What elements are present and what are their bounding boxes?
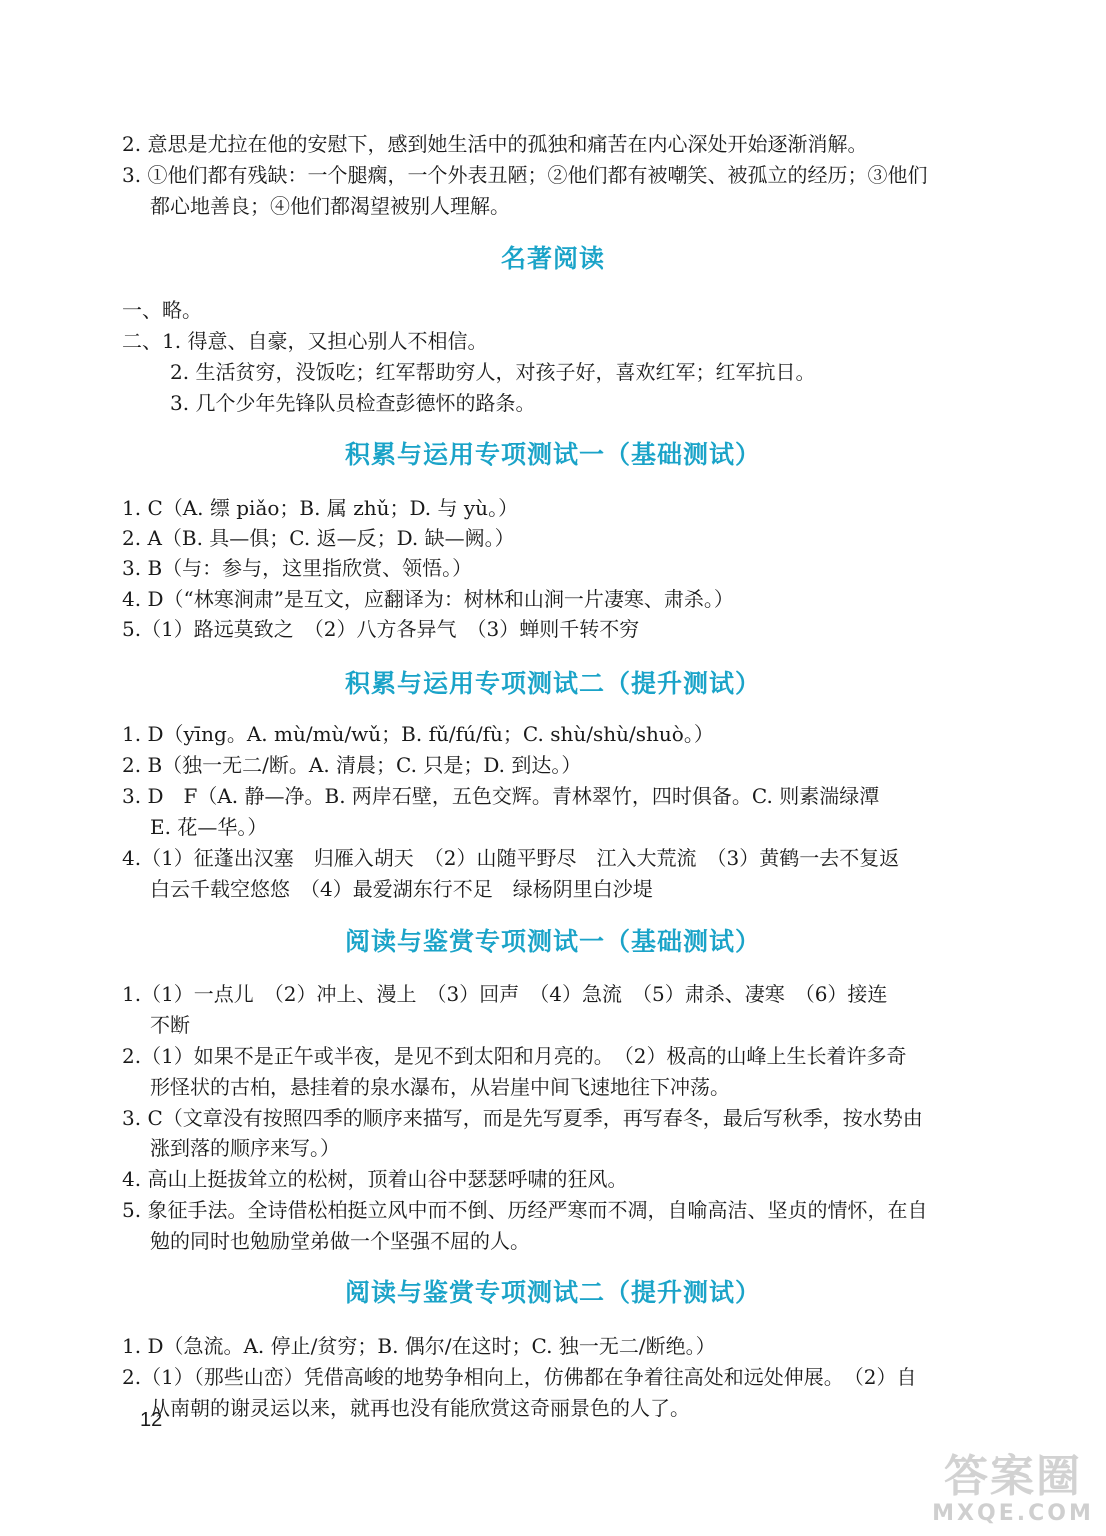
section-heading: 积累与运用专项测试二（提升测试） [344,669,761,698]
answer-line: 一、略。 [122,298,202,322]
watermark-url: MXQE.COM [932,1501,1094,1526]
answer-line: 3. C（文章没有按照四季的顺序来描写，而是先写夏季，再写春冬，最后写秋季，按水势由 [122,1106,923,1130]
watermark-logo [928,1452,1098,1532]
section-heading: 阅读与鉴赏专项测试二（提升测试） [344,1278,761,1307]
watermark-text: 答案圈 [944,1451,1082,1502]
answer-line: 从南朝的谢灵运以来，就再也没有能欣赏这奇丽景色的人了。 [150,1396,690,1420]
answer-line: 2. 意思是尤拉在他的安慰下，感到她生活中的孤独和痛苦在内心深处开始逐渐消解。 [122,132,868,156]
answer-line: 2. 生活贫穷，没饭吃；红军帮助穷人，对孩子好，喜欢红军；红军抗日。 [170,360,816,384]
answer-line: 1. D（急流。A. 停止/贫穷；B. 偶尔/在这时；C. 独一无二/断绝。） [122,1334,716,1358]
answer-line: 涨到落的顺序来写。） [150,1136,340,1160]
answer-line: 3. D F（A. 静—净。B. 两岸石壁，五色交辉。青林翠竹，四时俱备。C. 则素湍绿潭 [122,784,880,808]
answer-line: 二、1. 得意、自豪，又担心别人不相信。 [122,329,488,353]
answer-line: 1.（1）一点儿 （2）冲上、漫上 （3）回声 （4）急流 （5）肃杀、凄寒 （6）接连 [122,982,888,1006]
answer-line: 都心地善良；④他们都渴望被别人理解。 [150,194,510,218]
section-heading: 阅读与鉴赏专项测试一（基础测试） [344,927,761,956]
answer-line: 5. 象征手法。全诗借松柏挺立风中而不倒、历经严寒而不凋，自喻高洁、坚贞的情怀，在自 [122,1198,928,1222]
section-heading: 积累与运用专项测试一（基础测试） [344,440,761,469]
answer-line: 不断 [150,1013,190,1037]
answer-line: 形怪状的古柏，悬挂着的泉水瀑布，从岩崖中间飞速地往下冲荡。 [150,1075,730,1099]
answer-line: 2. A（B. 具—俱；C. 返—反；D. 缺—阙。） [122,526,515,550]
answer-line: 3. 几个少年先锋队员检查彭德怀的路条。 [170,391,536,415]
answer-line: 5.（1）路远莫致之 （2）八方各异气 （3）蝉则千转不穷 [122,617,640,641]
answer-line: 2. B（独一无二/断。A. 清晨；C. 只是；D. 到达。） [122,753,582,777]
answer-line: 4. 高山上挺拔耸立的松树，顶着山谷中瑟瑟呼啸的狂风。 [122,1167,628,1191]
answer-line: 2.（1）（那些山峦）凭借高峻的地势争相向上，仿佛都在争着往高处和远处伸展。 （2）自 [122,1365,917,1389]
answer-line: 白云千载空悠悠 （4）最爱湖东行不足 绿杨阴里白沙堤 [150,877,653,901]
answer-line: 4.（1）征蓬出汉塞 归雁入胡天 （2）山随平野尽 江入大荒流 （3）黄鹤一去不复返 [122,846,900,870]
answer-line: 3. B（与：参与，这里指欣赏、领悟。） [122,556,473,580]
answer-line: E. 花—华。） [150,815,268,839]
section-heading: 名著阅读 [500,244,605,273]
answer-line: 2.（1）如果不是正午或半夜，是见不到太阳和月亮的。 （2）极高的山峰上生长着许多奇 [122,1044,907,1068]
answer-line: 1. D（yīng。A. mù/mù/wǔ；B. fǔ/fú/fù；C. shù/shù/shuò。） [122,722,714,746]
answer-line: 4. D（“林寒涧肃”是互文，应翻译为：树林和山涧一片凄寒、肃杀。） [122,587,734,611]
answer-line: 1. C（A. 缥 piǎo；B. 属 zhǔ；D. 与 yù。） [122,496,519,520]
answer-line: 3. ①他们都有残缺：一个腿瘸，一个外表丑陋；②他们都有被嘲笑、被孤立的经历；③他们 [122,163,928,187]
page-number: 12 [140,1409,163,1431]
answer-line: 勉的同时也勉励堂弟做一个坚强不屈的人。 [150,1229,530,1253]
